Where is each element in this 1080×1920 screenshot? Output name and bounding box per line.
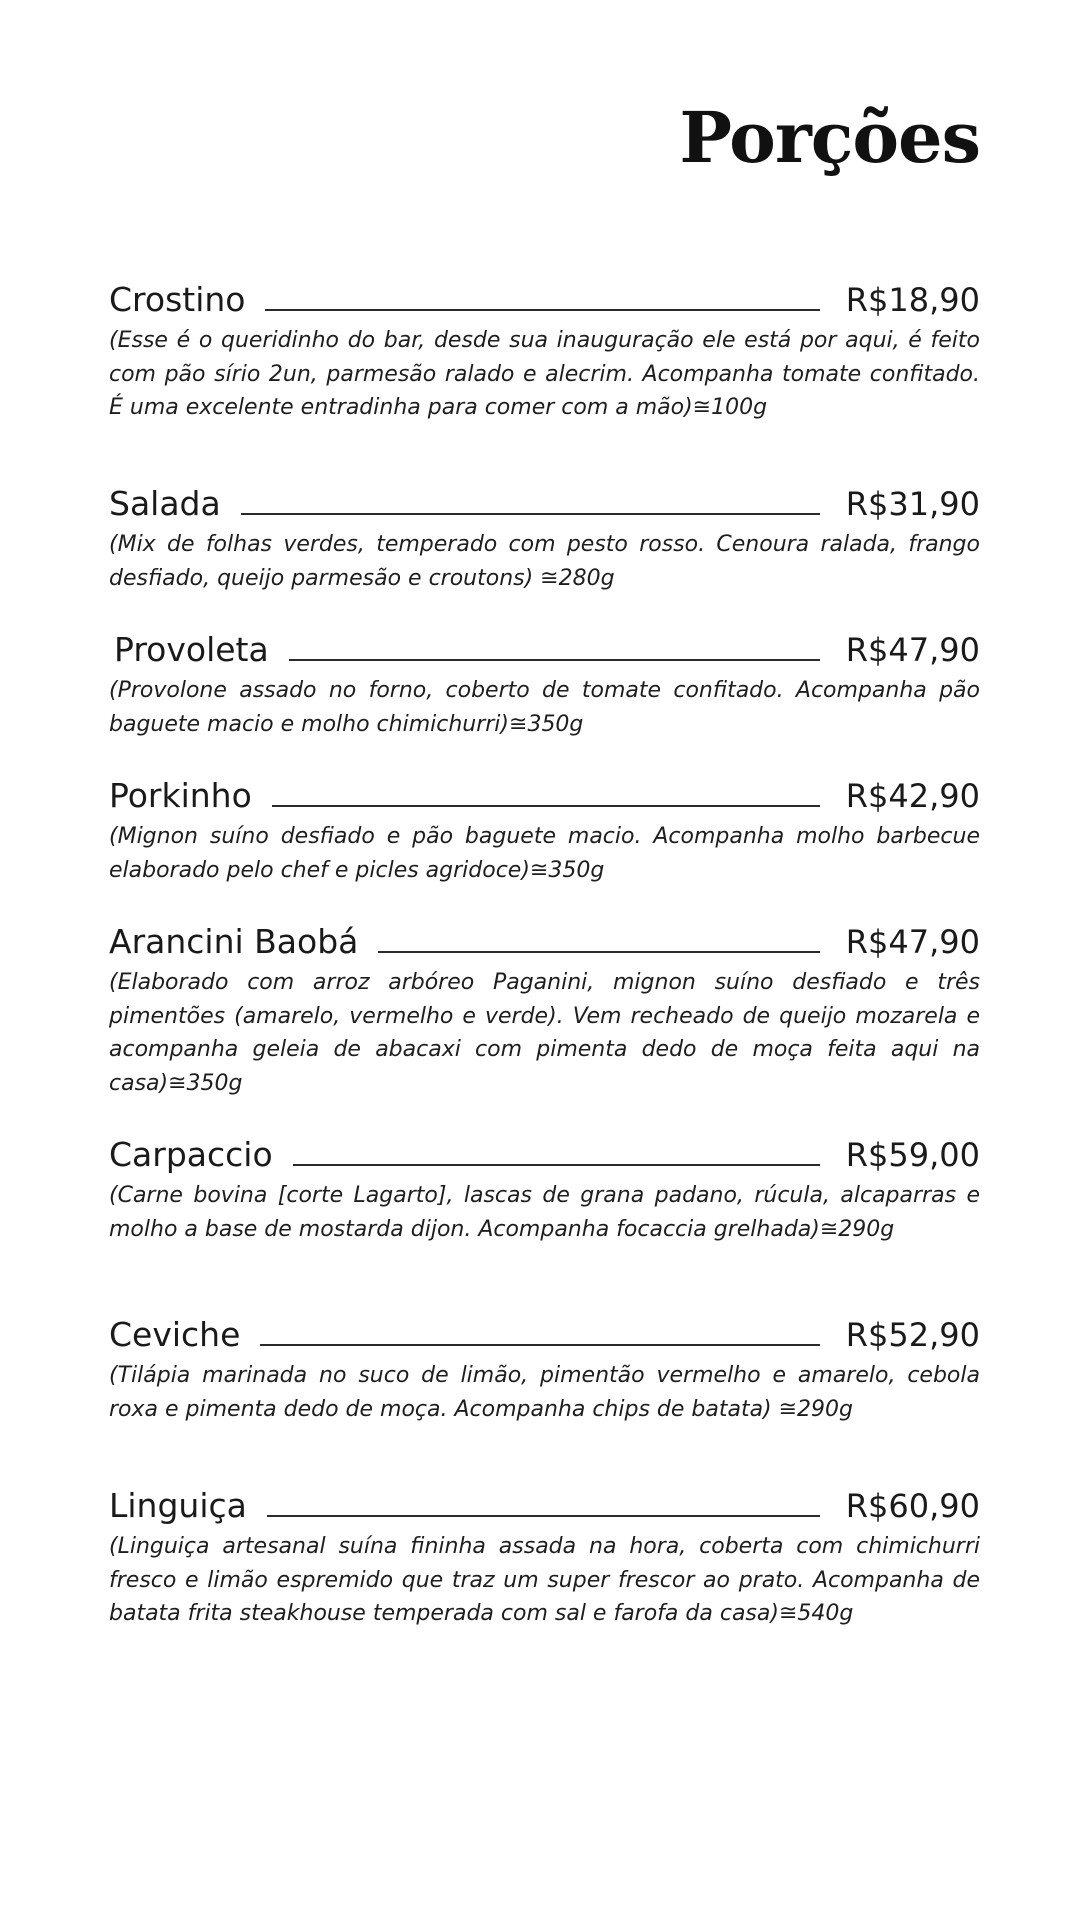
leader-line bbox=[241, 513, 820, 515]
menu-item-name: Ceviche bbox=[109, 1315, 241, 1354]
leader-line bbox=[260, 1344, 819, 1346]
menu-item-provoleta bbox=[109, 622, 980, 741]
menu-item-description: (Provolone assado no forno, coberto de tomate confitado. Acompanha pão baguete macio e molho chimichurri)≅350g bbox=[109, 678, 980, 737]
menu-item-header bbox=[109, 768, 980, 815]
menu-item-arancini-baoba bbox=[109, 914, 980, 1100]
menu-item-price: R$47,90 bbox=[845, 631, 980, 669]
menu-item-price: R$52,90 bbox=[845, 1316, 980, 1354]
menu-item-linguica bbox=[109, 1478, 980, 1631]
menu-item-description: (Carne bovina [corte Lagarto], lascas de grana padano, rúcula, alcaparras e molho a base de mostarda dijon. Acompanha focaccia grelhada)≅290g bbox=[109, 1183, 980, 1242]
menu-item-description: (Tilápia marinada no suco de limão, pimentão vermelho e amarelo, cebola roxa e pimenta dedo de moça. Acompanha chips de batata) ≅290g bbox=[109, 1363, 980, 1422]
menu-item-porkinho bbox=[109, 768, 980, 887]
menu-item-header bbox=[109, 914, 980, 961]
leader-line bbox=[289, 659, 820, 661]
menu-item-price: R$18,90 bbox=[845, 281, 980, 319]
menu-item-name: Arancini Baobá bbox=[109, 922, 359, 961]
leader-line bbox=[267, 1515, 820, 1517]
menu-item-crostino bbox=[109, 272, 980, 425]
menu-item-price: R$42,90 bbox=[845, 777, 980, 815]
menu-item-description: (Elaborado com arroz arbóreo Paganini, mignon suíno desfiado e três pimentões (amarelo, vermelho e verde). Vem recheado de queijo mozarela e acompanha geleia de abacaxi com pimenta dedo de moça feita aqui na casa)≅350g bbox=[109, 970, 980, 1096]
menu-item-price: R$31,90 bbox=[845, 485, 980, 523]
page-title: Porções bbox=[679, 96, 980, 179]
menu-item-name: Salada bbox=[109, 484, 221, 523]
menu-item-header bbox=[109, 1478, 980, 1525]
leader-line bbox=[378, 951, 819, 953]
menu-item-header bbox=[109, 476, 980, 523]
menu-item-name: Crostino bbox=[109, 280, 246, 319]
menu-item-salada bbox=[109, 476, 980, 595]
menu-item-header bbox=[109, 272, 980, 319]
menu-item-carpaccio bbox=[109, 1127, 980, 1246]
menu-item-price: R$59,00 bbox=[845, 1136, 980, 1174]
leader-line bbox=[265, 309, 819, 311]
leader-line bbox=[272, 805, 820, 807]
menu-item-header bbox=[109, 622, 980, 669]
menu-item-name: Linguiça bbox=[109, 1486, 247, 1525]
menu-item-name: Carpaccio bbox=[109, 1135, 273, 1174]
leader-line bbox=[293, 1164, 820, 1166]
menu-item-description: (Linguiça artesanal suína fininha assada na hora, coberta com chimichurri fresco e limão espremido que traz um super frescor ao prato. Acompanha de batata frita steakhouse temperada com sal e farofa da casa)≅540g bbox=[109, 1534, 980, 1626]
menu-item-header bbox=[109, 1307, 980, 1354]
menu-item-name: Porkinho bbox=[109, 776, 252, 815]
menu-item-price: R$47,90 bbox=[845, 923, 980, 961]
menu-item-header bbox=[109, 1127, 980, 1174]
menu-item-description: (Mix de folhas verdes, temperado com pesto rosso. Cenoura ralada, frango desfiado, queijo parmesão e croutons) ≅280g bbox=[109, 532, 980, 591]
menu-item-description: (Mignon suíno desfiado e pão baguete macio. Acompanha molho barbecue elaborado pelo chef e picles agridoce)≅350g bbox=[109, 824, 980, 883]
menu-item-ceviche bbox=[109, 1307, 980, 1426]
menu-item-price: R$60,90 bbox=[845, 1487, 980, 1525]
menu-item-name: Provoleta bbox=[114, 630, 269, 669]
menu-item-description: (Esse é o queridinho do bar, desde sua inauguração ele está por aqui, é feito com pão sírio 2un, parmesão ralado e alecrim. Acompanha tomate confitado. É uma excelente entradinha para comer com a mão)≅100g bbox=[109, 328, 980, 420]
